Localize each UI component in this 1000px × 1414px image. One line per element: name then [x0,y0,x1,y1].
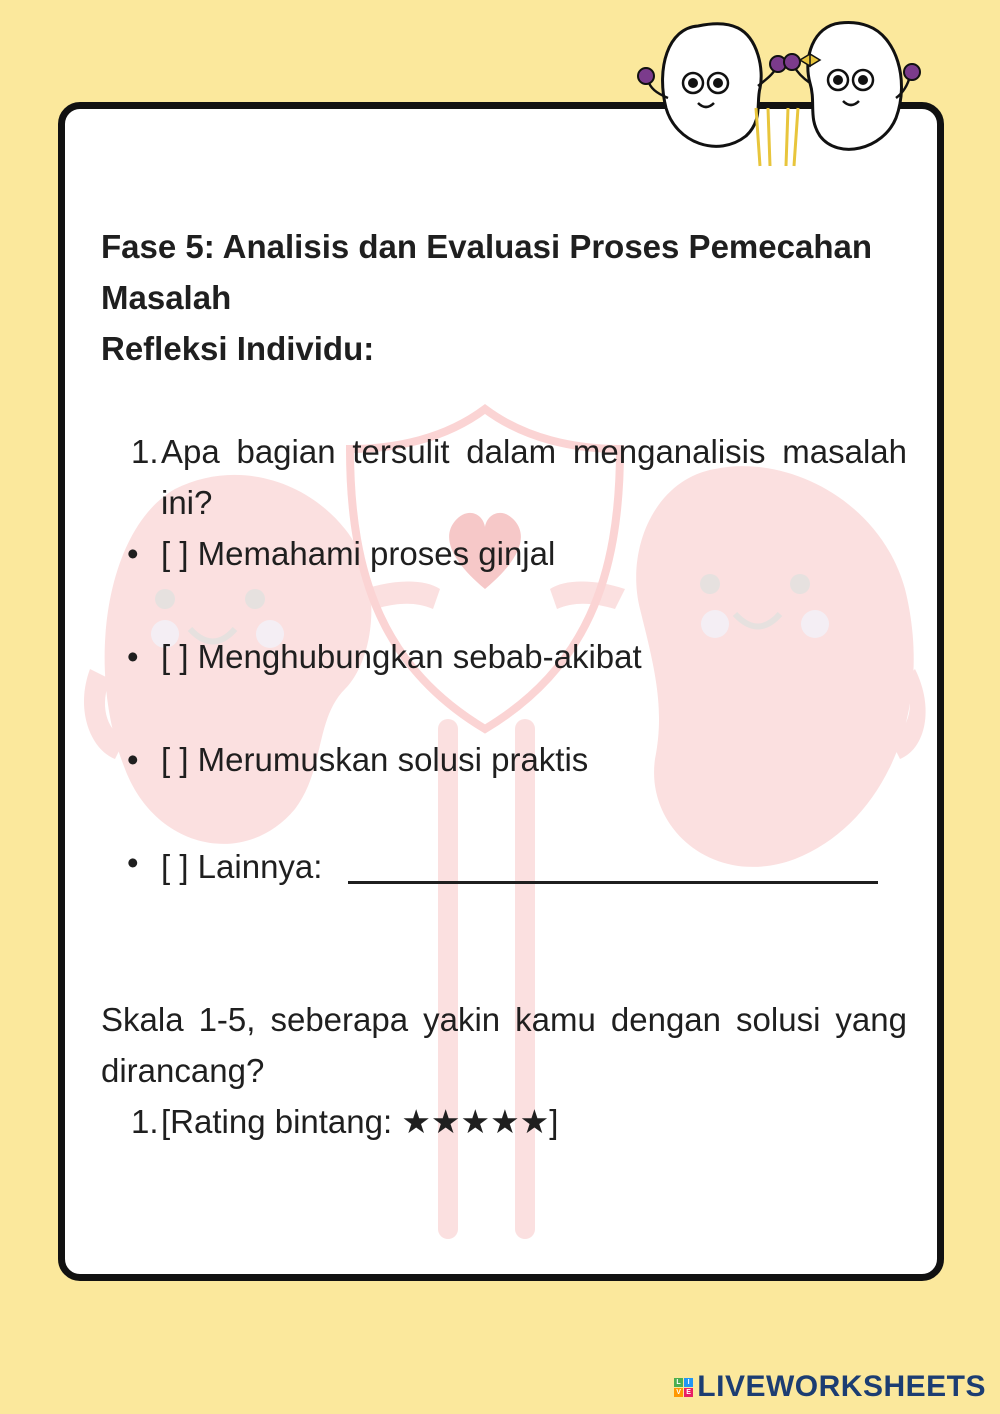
bullet-icon: • [127,741,139,778]
worksheet-content [101,221,907,1147]
lainnya-answer-line[interactable] [348,843,878,884]
phase-title: Fase 5: Analisis dan Evaluasi Proses Pemecahan Masalah [101,228,872,316]
option-label: [ ] Lainnya: [161,848,323,885]
question-1 [101,426,907,528]
option-label: [ ] Memahami proses ginjal [161,535,556,572]
kidney-characters-illustration [628,8,928,168]
bullet-icon: • [127,638,139,675]
liveworksheets-logo-icon: L I V E [676,1378,692,1396]
option-menghubungkan[interactable] [101,631,907,682]
question-number: 1. [131,433,159,470]
rating-item [101,1096,907,1147]
option-lainnya[interactable] [101,837,907,892]
scale-question: Skala 1-5, seberapa yakin kamu dengan solusi yang dirancang? [101,1001,907,1089]
question-text: Apa bagian tersulit dalam menganalisis masalah ini? [161,433,907,521]
option-label: [ ] Menghubungkan sebab-akibat [161,638,642,675]
bullet-icon: • [127,535,139,572]
rating-stars[interactable]: [Rating bintang: ★★★★★] [161,1103,559,1140]
option-memahami[interactable] [101,528,907,579]
worksheet-card [58,102,944,1281]
brand-name: LIVEWORKSHEETS [697,1370,986,1403]
bullet-icon: • [127,844,139,881]
liveworksheets-brand [674,1370,986,1404]
option-label: [ ] Merumuskan solusi praktis [161,741,589,778]
option-merumuskan[interactable] [101,734,907,785]
reflection-title: Refleksi Individu: [101,330,375,367]
rating-number: 1. [131,1103,159,1140]
